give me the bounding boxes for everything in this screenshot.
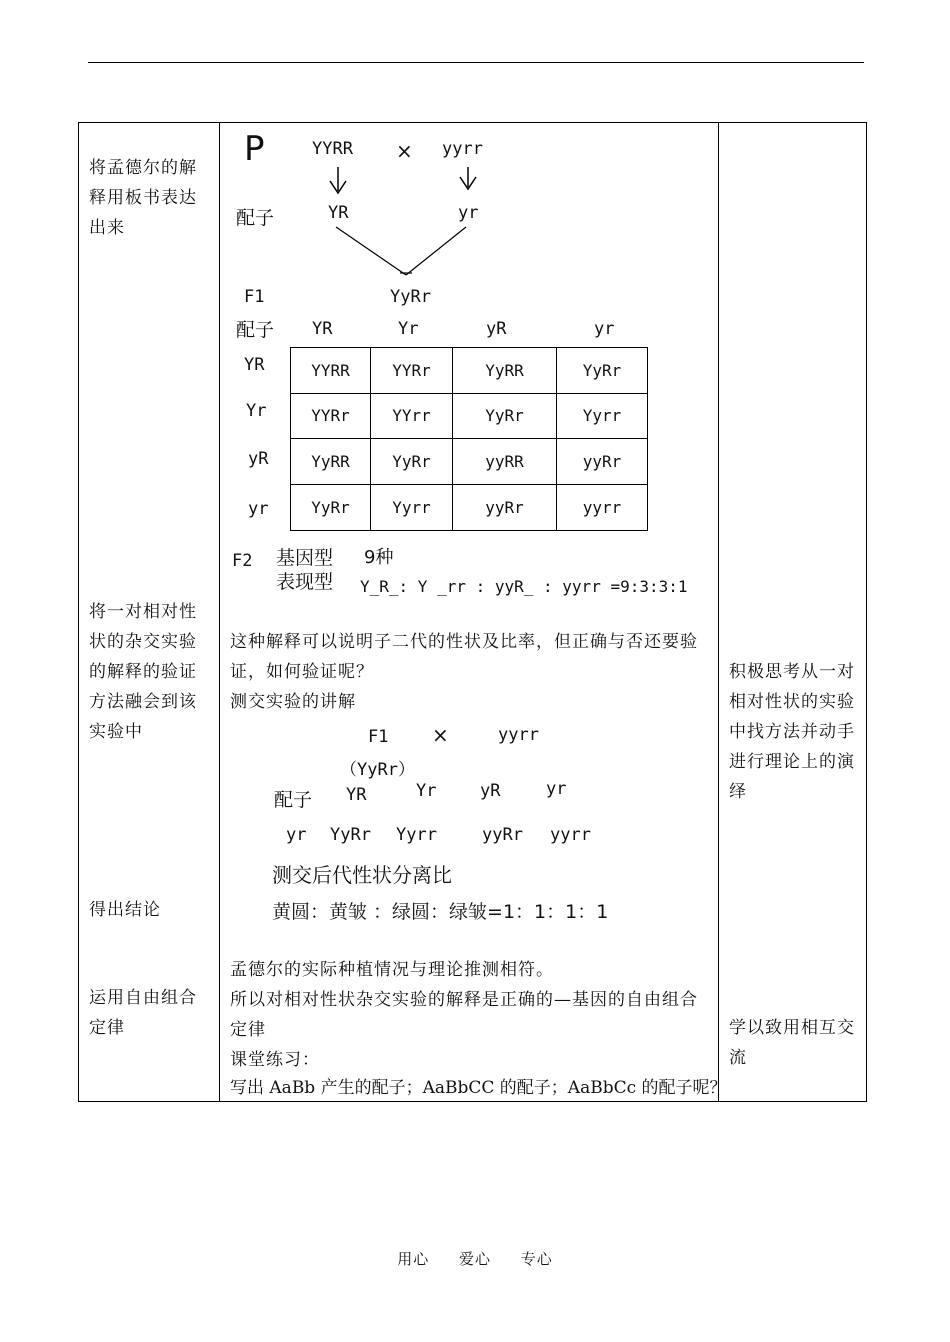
punnett-cell: YYRr [291,394,371,440]
punnett-cell: YyRR [291,439,371,485]
tc-offspring-3: yyRr [482,825,523,845]
conclusion-1: 孟德尔的实际种植情况与理论推测相符。 [230,960,554,980]
punnett-square [290,347,648,531]
left-column [79,123,220,1102]
f1-gamete-col-2: Yr [398,319,419,339]
punnett-cell: yyrr [582,497,622,517]
phenotype-label: 表现型 [276,571,334,593]
punnett-cell: YYRr [371,348,453,394]
tc-gamete-4: yr [546,779,567,799]
lesson-table [78,122,867,1102]
tc-cross-symbol: × [432,723,449,747]
f1-genotype: YyRr [390,287,431,307]
f1-gamete-col-4: yr [594,319,615,339]
punnett-cell: YYrr [371,394,453,440]
row-gamete-4: yr [248,499,269,519]
tc-other-genotype: yyrr [498,725,539,745]
conclusion-2: 所以对相对性状杂交实验的解释是正确的—基因的自由组合定律 [230,990,698,1040]
tc-result-title: 测交后代性状分离比 [272,863,452,887]
punnett-cell: YyRr [453,394,557,440]
tc-gamete-2: Yr [416,781,437,801]
genotype-count: 9种 [364,547,394,568]
f2-label: F2 [232,551,253,571]
tc-gamete-label: 配子 [274,789,313,811]
verification-question: 这种解释可以说明子二代的性状及比率，但正确与否还要验证，如何验证呢？ [230,632,698,682]
punnett-cell: yyRr [453,485,557,531]
p-label: P [244,129,265,169]
gamete-2: yr [458,203,479,223]
footer-word-1: 用心 [397,1250,430,1268]
footer-word-2: 爱心 [458,1250,491,1268]
gamete-1: YR [328,203,349,223]
punnett-cell: YYRR [291,348,371,394]
punnett-cell: Yyrr [371,485,453,531]
f1-label: F1 [244,287,265,307]
row-gamete-1: YR [244,355,265,375]
punnett-cell: yyRR [453,439,557,485]
f1-gamete-col-3: yR [486,319,507,339]
left-note-3: 得出结论 [89,900,161,920]
left-note-4: 运用自由组合定律 [89,988,197,1038]
row-gamete-2: Yr [246,401,267,421]
parent1-genotype: YYRR [312,139,353,159]
exercise-question: 写出 AaBb 产生的配子；AaBbCC 的配子；AaBbCc 的配子呢？ [230,1078,727,1098]
tc-f1-genotype: （YyRr） [340,760,415,780]
header-rule [88,62,864,63]
tc-other-gamete: yr [286,825,307,845]
tc-gamete-1: YR [346,785,367,805]
punnett-cell: YyRr [291,485,371,531]
punnett-cell: yyRr [557,439,647,485]
punnett-cell: YyRr [557,348,647,394]
row-gamete-3: yR [248,449,269,469]
tc-offspring-2: Yyrr [396,825,437,845]
punnett-cell: Yyrr [557,394,647,440]
right-note-1: 积极思考从一对相对性状的实验中找方法并动手进行理论上的演绎 [729,662,855,802]
middle-column [220,123,727,1102]
f1-gamete-label: 配子 [236,319,275,341]
punnett-cell: YyRR [453,348,557,394]
tc-f1-label: F1 [368,727,389,747]
punnett-cell: YyRr [371,439,453,485]
testcross-diagram [220,719,718,929]
page-footer [0,1248,950,1269]
tc-result-ratio: 黄圆：黄皱 ：绿圆：绿皱=1：1：1：1 [272,901,609,923]
cross-symbol: × [396,139,413,163]
testcross-heading: 测交实验的讲解 [230,692,356,712]
exercise-heading: 课堂练习： [230,1050,320,1070]
right-note-2: 学以致用相互交流 [729,1018,855,1068]
tc-gamete-3: yR [480,781,501,801]
right-column [719,123,867,1102]
dihybrid-cross-diagram [220,123,718,603]
left-note-1: 将孟德尔的解释用板书表达出来 [89,158,197,238]
footer-word-3: 专心 [520,1250,553,1268]
tc-offspring-4: yyrr [550,825,591,845]
f1-gamete-col-1: YR [312,319,333,339]
gamete-label: 配子 [236,207,275,229]
tc-offspring-1: YyRr [330,825,371,845]
left-note-2: 将一对相对性状的杂交实验的解释的验证方法融会到该实验中 [89,602,197,742]
phenotype-ratio: Y_R_: Y _rr : yyR_ : yyrr =9:3:3:1 [360,577,688,596]
genotype-label: 基因型 [276,547,334,569]
parent2-genotype: yyrr [442,139,483,159]
